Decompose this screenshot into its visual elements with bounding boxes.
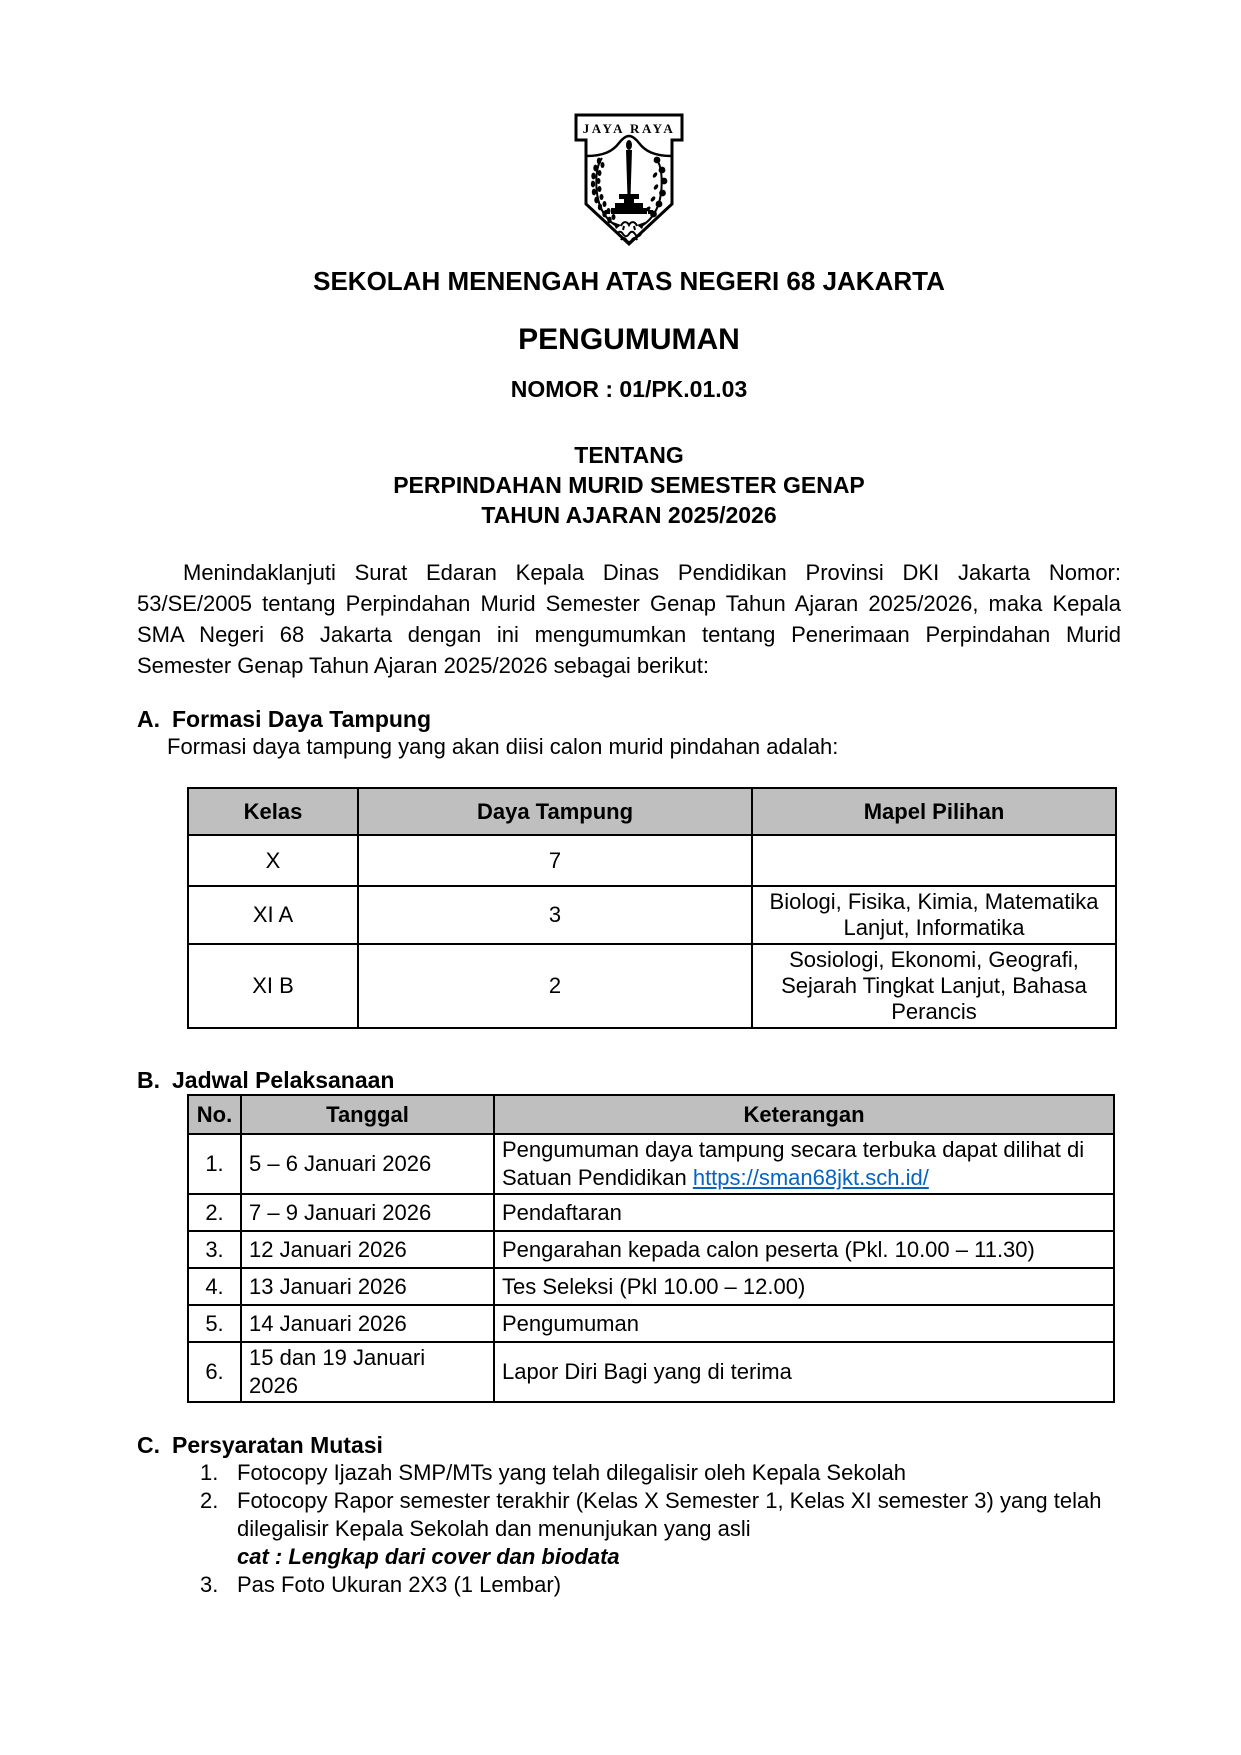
intro-paragraph: Menindaklanjuti Surat Edaran Kepala Dinas Pendidikan Provinsi DKI Jakarta Nomor: 53/SE/2005 tentang Perpindahan Murid Semester Genap Tahun Ajaran 2025/2026, maka Kepala SMA Negeri 68 Jakarta dengan ini mengumumkan tentang Penerimaan Perpindahan Murid Semester Genap Tahun Ajaran 2025/2026 sebagai berikut: [137, 560, 1121, 678]
cell-daya-tampung: 2 [358, 944, 752, 1028]
cell-no: 5. [188, 1305, 241, 1342]
subject-line-perpindahan: PERPINDAHAN MURID SEMESTER GENAP [393, 472, 865, 498]
section-a-label: A. [137, 706, 160, 732]
table-row [188, 1305, 1114, 1342]
section-a-subtitle: Formasi daya tampung yang akan diisi calon murid pindahan adalah: [167, 734, 839, 759]
cell-no: 2. [188, 1194, 241, 1231]
list-item [137, 1487, 1121, 1543]
cell-tanggal: 5 – 6 Januari 2026 [241, 1134, 494, 1194]
table-row [188, 1194, 1114, 1231]
doc-number: NOMOR : 01/PK.01.03 [510, 376, 748, 402]
doc-subject [137, 440, 1121, 530]
section-c-label: C. [137, 1432, 160, 1458]
requirements-list [137, 1459, 1121, 1599]
cell-keterangan: Pendaftaran [494, 1194, 1114, 1231]
cell-no: 4. [188, 1268, 241, 1305]
cell-keterangan: Pengumuman [494, 1305, 1114, 1342]
item-number: 3. [200, 1572, 219, 1597]
section-a-title: Formasi Daya Tampung [172, 706, 432, 732]
website-link[interactable]: https://sman68jkt.sch.id/ [692, 1165, 929, 1190]
header-cell-keterangan: Keterangan [494, 1095, 1114, 1134]
section-a-heading [137, 705, 1121, 733]
header-cell-mapel-pilihan: Mapel Pilihan [752, 788, 1116, 835]
capacity-table [187, 787, 1117, 1029]
cell-kelas: X [188, 835, 358, 886]
schedule-table-header-row [188, 1095, 1114, 1134]
cell-no: 3. [188, 1231, 241, 1268]
cell-daya-tampung: 7 [358, 835, 752, 886]
table-row [188, 886, 1116, 944]
list-item [137, 1571, 1121, 1599]
section-b-label: B. [137, 1067, 160, 1093]
section-b-title: Jadwal Pelaksanaan [172, 1067, 395, 1093]
keterangan-text: Pengumuman daya tampung secara terbuka dapat dilihat di Satuan Pendidikan [502, 1137, 1085, 1190]
cell-kelas: XI A [188, 886, 358, 944]
table-row [188, 1268, 1114, 1305]
cell-no: 6. [188, 1342, 241, 1402]
subject-line-tentang: TENTANG [574, 442, 684, 468]
cell-mapel: Biologi, Fisika, Kimia, Matematika Lanjut, Informatika [752, 886, 1116, 944]
subject-line-tahun-ajaran: TAHUN AJARAN 2025/2026 [481, 502, 777, 528]
cell-keterangan: Tes Seleksi (Pkl 10.00 – 12.00) [494, 1268, 1114, 1305]
table-row [188, 1342, 1114, 1402]
capacity-table-header-row [188, 788, 1116, 835]
cell-tanggal: 14 Januari 2026 [241, 1305, 494, 1342]
cell-mapel [752, 835, 1116, 886]
table-row [188, 1231, 1114, 1268]
cell-tanggal: 12 Januari 2026 [241, 1231, 494, 1268]
cell-tanggal: 15 dan 19 Januari 2026 [241, 1342, 494, 1402]
school-name: SEKOLAH MENENGAH ATAS NEGERI 68 JAKARTA [313, 266, 945, 296]
cell-no: 1. [188, 1134, 241, 1194]
item-text: Fotocopy Rapor semester terakhir (Kelas X Semester 1, Kelas XI semester 3) yang telah dilegalisir Kepala Sekolah dan menunjukan yang asli [237, 1488, 1102, 1541]
header-cell-tanggal: Tanggal [241, 1095, 494, 1134]
jakarta-emblem-icon [568, 112, 690, 250]
cell-tanggal: 13 Januari 2026 [241, 1268, 494, 1305]
item-text: Pas Foto Ukuran 2X3 (1 Lembar) [237, 1572, 562, 1597]
cell-daya-tampung: 3 [358, 886, 752, 944]
table-row [188, 944, 1116, 1028]
schedule-table [187, 1094, 1115, 1403]
cell-keterangan: Lapor Diri Bagi yang di terima [494, 1342, 1114, 1402]
section-c-title: Persyaratan Mutasi [172, 1432, 383, 1458]
header-cell-daya-tampung: Daya Tampung [358, 788, 752, 835]
header-cell-kelas: Kelas [188, 788, 358, 835]
header-cell-no: No. [188, 1095, 241, 1134]
table-row [188, 1134, 1114, 1194]
cell-keterangan: Pengarahan kepada calon peserta (Pkl. 10.00 – 11.30) [494, 1231, 1114, 1268]
doc-title: PENGUMUMAN [518, 323, 740, 356]
section-b-heading [137, 1066, 1121, 1094]
item-text: Fotocopy Ijazah SMP/MTs yang telah dilegalisir oleh Kepala Sekolah [237, 1460, 906, 1485]
cell-kelas: XI B [188, 944, 358, 1028]
table-row [188, 835, 1116, 886]
school-logo [137, 0, 1121, 250]
emblem-motto: JAYA RAYA [582, 121, 676, 136]
cell-keterangan [494, 1134, 1114, 1194]
cell-tanggal: 7 – 9 Januari 2026 [241, 1194, 494, 1231]
cell-mapel: Sosiologi, Ekonomi, Geografi, Sejarah Tingkat Lanjut, Bahasa Perancis [752, 944, 1116, 1028]
item-number: 2. [200, 1488, 219, 1513]
section-c-heading [137, 1431, 1121, 1459]
item-note: cat : Lengkap dari cover dan biodata [237, 1544, 620, 1569]
item-number: 1. [200, 1460, 219, 1485]
list-item [137, 1459, 1121, 1487]
